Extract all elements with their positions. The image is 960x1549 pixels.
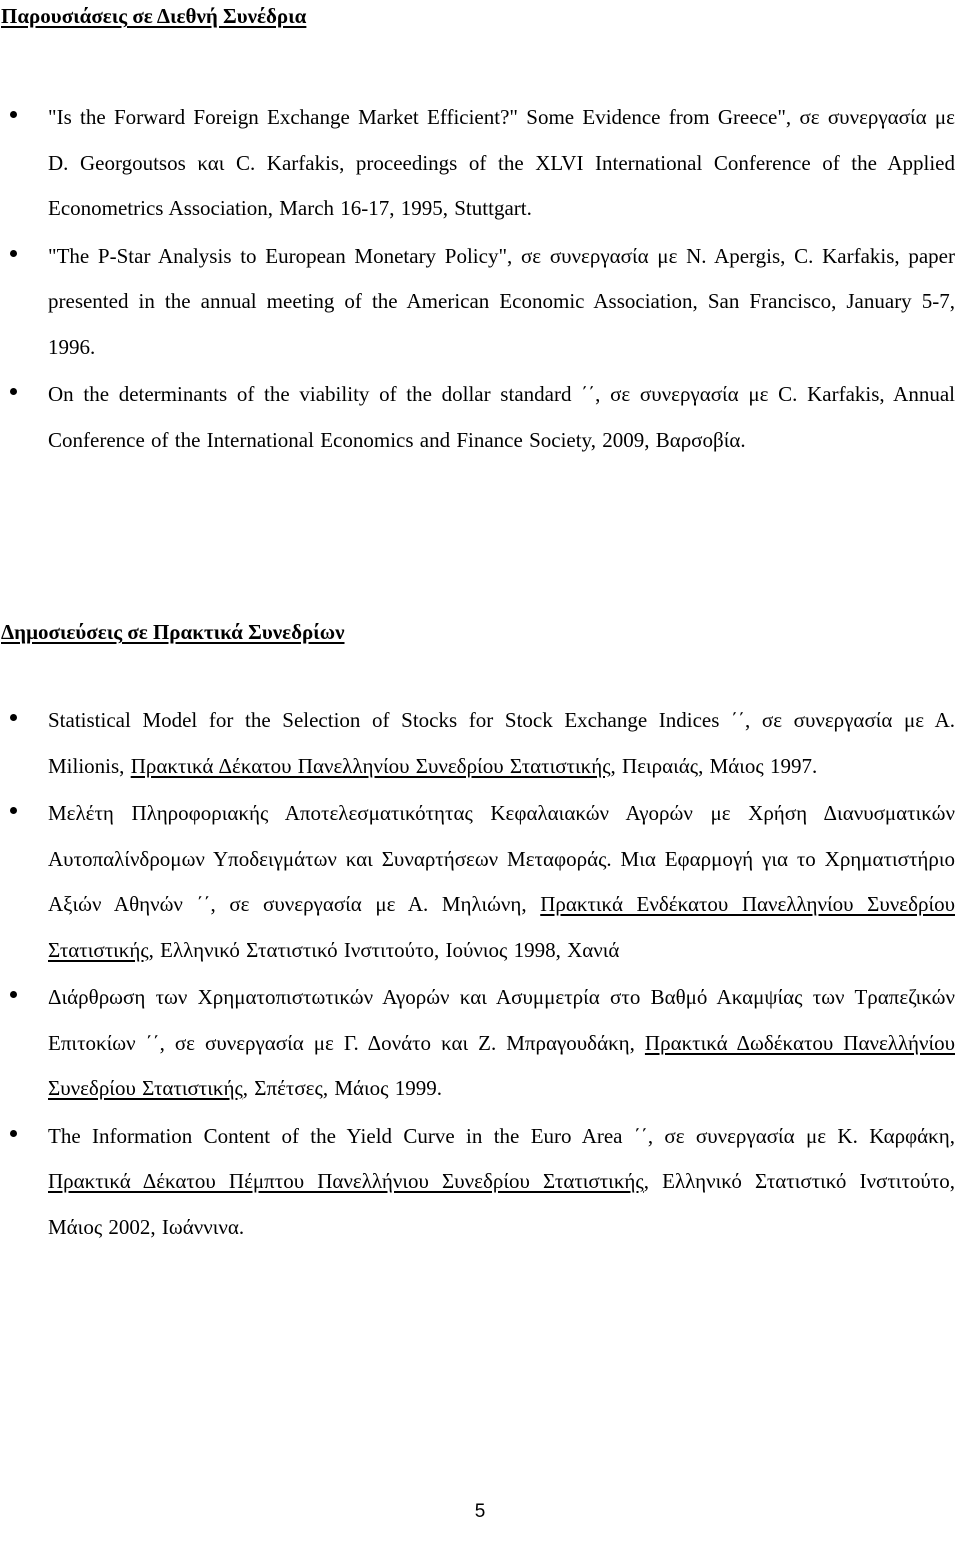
proceedings-title: Πρακτικά Ενδέκατου Πανελληνίου Συνεδρίου Στατιστικής (48, 892, 955, 962)
section-heading-proceedings: Δημοσιεύσεις σε Πρακτικά Συνεδρίων (1, 620, 345, 644)
list-item-text (48, 698, 955, 789)
list-item-text: "Is the Forward Foreign Exchange Market Efficient?" Some Evidence from Greece", σε συνεργασία με D. Georgoutsos και C. Karfakis, proceedings of the XLVI International Conference of the Applied Econometrics Association, March 16-17, 1995, Stuttgart. (48, 105, 955, 220)
bullet-icon (10, 388, 17, 395)
bullet-icon (10, 250, 17, 257)
presentations-list (0, 95, 960, 465)
list-item (0, 698, 960, 789)
list-item-text: "The P-Star Analysis to European Monetary Policy", σε συνεργασία με N. Apergis, C. Karfakis, paper presented in the annual meeting of the American Economic Association, San Francisco, January 5-7, 1996. (48, 243, 955, 359)
publications-list (0, 698, 960, 1252)
list-item (0, 1114, 960, 1251)
citation-tail: , Σπέτσες, Μάιος 1999. (242, 1076, 442, 1100)
list-item (0, 372, 960, 463)
citation-lead: Statistical Model for the Selection of Stocks for Stock Exchange Indices ΄΄, σε συνεργασία με Α. Milionis, (48, 708, 955, 778)
citation-tail: , Ελληνικό Στατιστικό Ινστιτούτο, Ιούνιος 1998, Χανιά (148, 937, 620, 962)
list-item (0, 975, 960, 1112)
bullet-icon (10, 991, 17, 998)
list-item-text (48, 975, 955, 1112)
citation-lead: Μελέτη Πληροφοριακής Αποτελεσματικότητας Κεφαλαιακών Αγορών με Χρήση Διανυσματικών Αυτοπαλίνδρομων Υποδειγμάτων και Συναρτήσεων Μεταφοράς. Μια Εφαρμογή για το Χρηματιστήριο Αξιών Αθηνών ΄΄, σε συνεργασία με Α. Μηλιώνη, (48, 801, 955, 916)
list-item (0, 791, 960, 973)
list-item-text (48, 1114, 955, 1251)
bullet-icon (10, 1130, 17, 1137)
list-item-text: On the determinants of the viability of the dollar standard ΄΄, σε συνεργασία με C. Karfakis, Annual Conference of the International Economics and Finance Society, 2009, Βαρσοβία. (48, 382, 955, 452)
list-item (0, 234, 960, 371)
list-item (0, 95, 960, 232)
citation-tail: , Ελληνικό Στατιστικό Ινστιτούτο, Μάιος 2002, Ιωάννινα. (48, 1169, 955, 1239)
bullet-icon (10, 111, 17, 118)
citation-lead: The Information Content of the Yield Curve in the Euro Area ΄΄, σε συνεργασία με Κ. Καρφάκη, (48, 1123, 955, 1148)
proceedings-title: Πρακτικά Δέκατου Πέμπτου Πανελλήνιου Συνεδρίου Στατιστικής (48, 1169, 644, 1193)
proceedings-title: Πρακτικά Δωδέκατου Πανελλήνίου Συνεδρίου Στατιστικής (48, 1030, 955, 1100)
section-heading-international-conferences: Παρουσιάσεις σε Διεθνή Συνέδρια (1, 4, 307, 28)
page-number: 5 (474, 1501, 486, 1522)
bullet-icon (10, 807, 17, 814)
citation-lead: Διάρθρωση των Χρηματοπιστωτικών Αγορών και Ασυμμετρία στο Βαθμό Ακαμψίας των Τραπεζικών Επιτοκίων ΄΄, σε συνεργασία με Γ. Δονάτο και Ζ. Μπραγουδάκη, (48, 985, 955, 1055)
list-item-text (48, 791, 955, 973)
bullet-icon (10, 714, 17, 721)
citation-tail: , Πειραιάς, Μάιος 1997. (610, 753, 818, 778)
proceedings-title: Πρακτικά Δέκατου Πανελληνίου Συνεδρίου Στατιστικής (130, 753, 611, 778)
